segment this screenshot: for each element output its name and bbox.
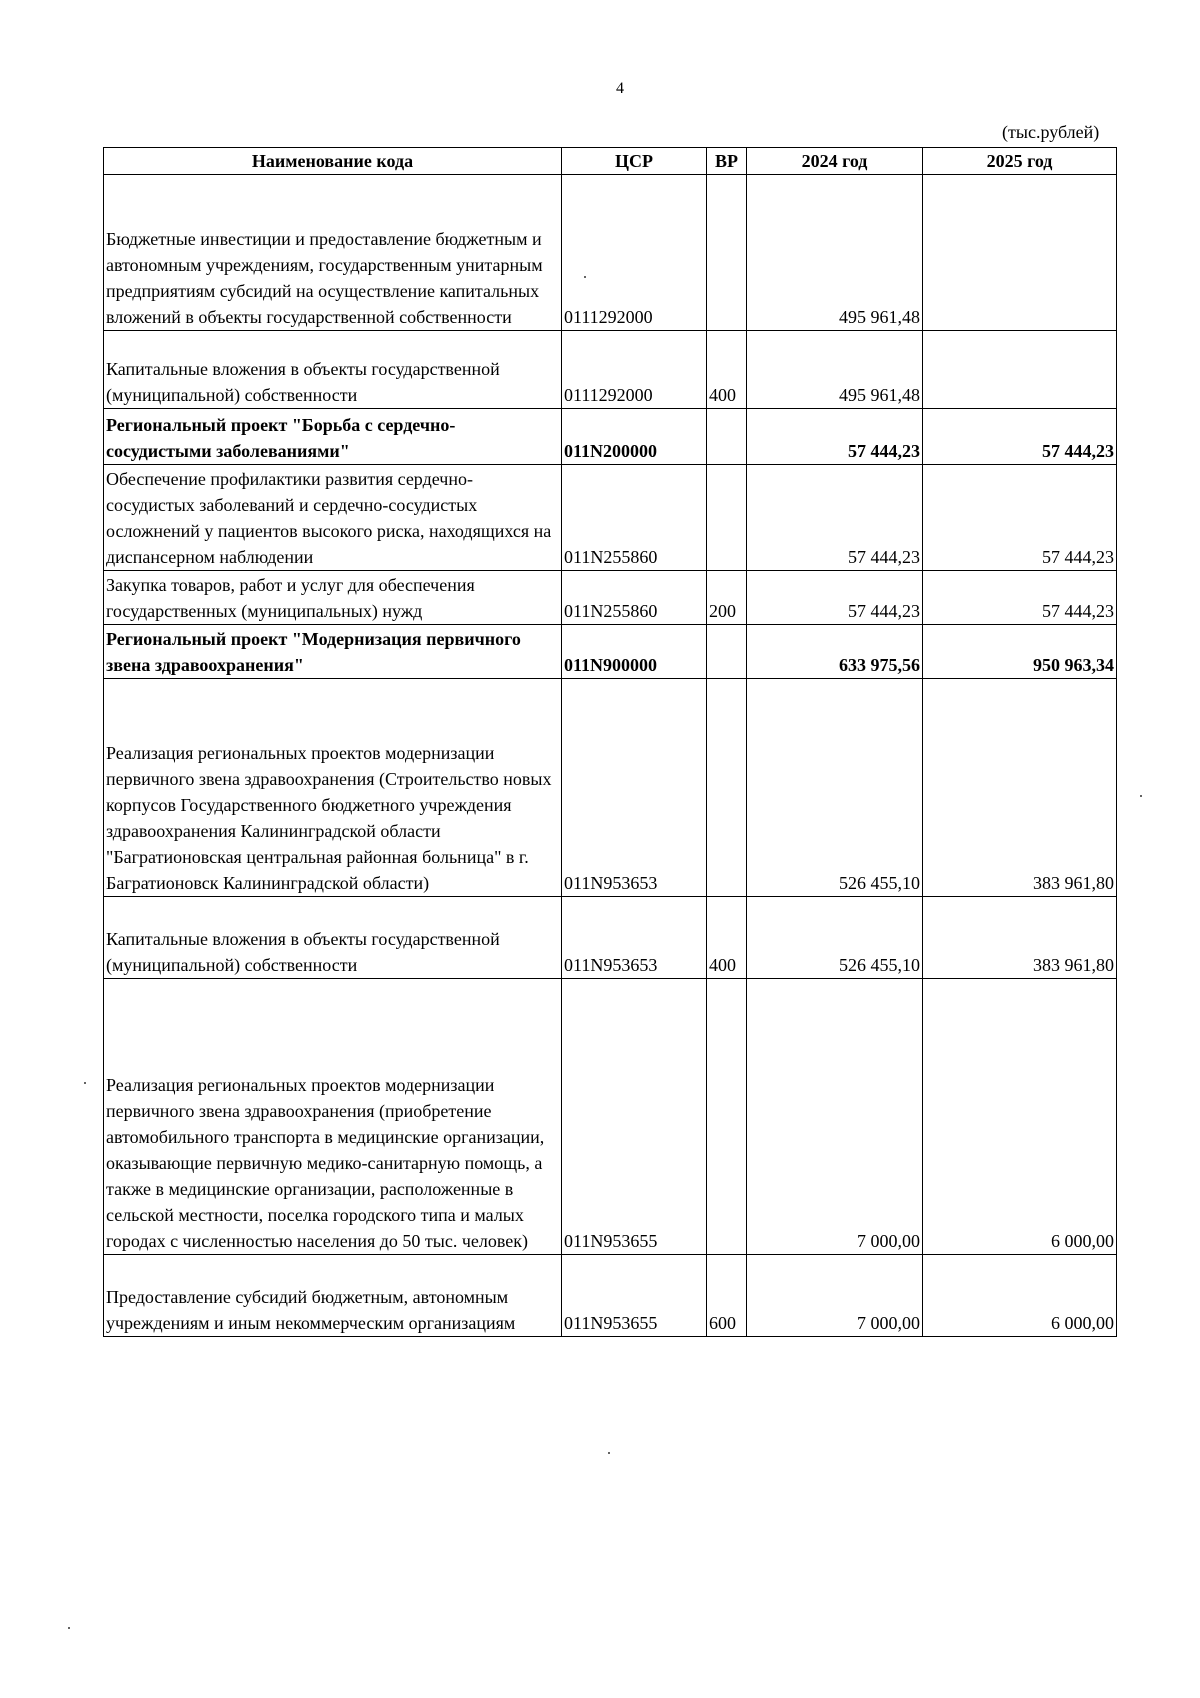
- table-row: [104, 1255, 1117, 1337]
- row-csr: 011N953655: [562, 1255, 707, 1337]
- row-name: Капитальные вложения в объекты государственной (муниципальной) собственности: [104, 331, 562, 409]
- row-2024: 7 000,00: [747, 979, 923, 1255]
- header-csr: ЦСР: [562, 148, 707, 175]
- row-name: Реализация региональных проектов модернизации первичного звена здравоохранения (приобретение автомобильного транспорта в медицинские организации, оказывающие первичную медико-санитарную помощь, а также в медицинские организации, расположенные в сельской местности, поселка городского типа и малых городах с численностью населения до 50 тыс. человек): [104, 979, 562, 1255]
- table-row: [104, 571, 1117, 625]
- row-name: Бюджетные инвестиции и предоставление бюджетным и автономным учреждениям, государственным унитарным предприятиям субсидий на осуществление капитальных вложений в объекты государственной собственности: [104, 175, 562, 331]
- row-csr: 011N953655: [562, 979, 707, 1255]
- scan-speck: [584, 276, 586, 278]
- row-2025: 57 444,23: [923, 409, 1117, 465]
- header-vr: ВР: [707, 148, 747, 175]
- row-vr: [707, 465, 747, 571]
- row-2024: 7 000,00: [747, 1255, 923, 1337]
- row-2025: 950 963,34: [923, 625, 1117, 679]
- row-name: Предоставление субсидий бюджетным, автономным учреждениям и иным некоммерческим организациям: [104, 1255, 562, 1337]
- row-name: Капитальные вложения в объекты государственной (муниципальной) собственности: [104, 897, 562, 979]
- row-csr: 011N953653: [562, 897, 707, 979]
- row-2025: 383 961,80: [923, 897, 1117, 979]
- table-row: [104, 409, 1117, 465]
- row-csr: 011N200000: [562, 409, 707, 465]
- header-2024: 2024 год: [747, 148, 923, 175]
- row-2024: 57 444,23: [747, 409, 923, 465]
- scan-speck: [1140, 795, 1142, 797]
- row-csr: 011N953653: [562, 679, 707, 897]
- row-2025: [923, 175, 1117, 331]
- row-csr: 011N255860: [562, 465, 707, 571]
- header-name: Наименование кода: [104, 148, 562, 175]
- row-csr: 011N900000: [562, 625, 707, 679]
- row-csr: 0111292000: [562, 331, 707, 409]
- row-2025: 57 444,23: [923, 465, 1117, 571]
- row-vr: [707, 175, 747, 331]
- row-2025: 57 444,23: [923, 571, 1117, 625]
- row-csr: 011N255860: [562, 571, 707, 625]
- header-row: [104, 148, 1117, 175]
- row-vr: 600: [707, 1255, 747, 1337]
- row-2025: [923, 331, 1117, 409]
- row-csr: 0111292000: [562, 175, 707, 331]
- row-vr: 400: [707, 897, 747, 979]
- scan-speck: [608, 1452, 610, 1454]
- row-vr: [707, 679, 747, 897]
- row-vr: 200: [707, 571, 747, 625]
- row-name: Обеспечение профилактики развития сердечно-сосудистых заболеваний и сердечно-сосудистых осложнений у пациентов высокого риска, находящихся на диспансерном наблюдении: [104, 465, 562, 571]
- table-row: [104, 979, 1117, 1255]
- table-row: [104, 331, 1117, 409]
- budget-table: [103, 147, 1117, 1337]
- row-2024: 526 455,10: [747, 679, 923, 897]
- table-row: [104, 175, 1117, 331]
- scan-speck: [84, 1082, 86, 1084]
- row-2024: 57 444,23: [747, 571, 923, 625]
- page-number: 4: [616, 80, 624, 97]
- row-2024: 495 961,48: [747, 175, 923, 331]
- row-2025: 383 961,80: [923, 679, 1117, 897]
- table-row: [104, 897, 1117, 979]
- row-name: Региональный проект "Модернизация первичного звена здравоохранения": [104, 625, 562, 679]
- row-vr: 400: [707, 331, 747, 409]
- row-2024: 633 975,56: [747, 625, 923, 679]
- row-2024: 495 961,48: [747, 331, 923, 409]
- table-row: [104, 465, 1117, 571]
- row-vr: [707, 409, 747, 465]
- row-2025: 6 000,00: [923, 979, 1117, 1255]
- row-2024: 57 444,23: [747, 465, 923, 571]
- table-row: [104, 625, 1117, 679]
- row-name: Региональный проект "Борьба с сердечно-сосудистыми заболеваниями": [104, 409, 562, 465]
- scan-speck: [68, 1627, 70, 1629]
- table-row: [104, 679, 1117, 897]
- row-2024: 526 455,10: [747, 897, 923, 979]
- row-name: Закупка товаров, работ и услуг для обеспечения государственных (муниципальных) нужд: [104, 571, 562, 625]
- row-name: Реализация региональных проектов модернизации первичного звена здравоохранения (Строительство новых корпусов Государственного бюджетного учреждения здравоохранения Калининградской области "Багратионовская центральная районная больница" в г. Багратионовск Калининградской области): [104, 679, 562, 897]
- header-2025: 2025 год: [923, 148, 1117, 175]
- row-vr: [707, 625, 747, 679]
- row-2025: 6 000,00: [923, 1255, 1117, 1337]
- units-label: (тыс.рублей): [1002, 122, 1100, 142]
- row-vr: [707, 979, 747, 1255]
